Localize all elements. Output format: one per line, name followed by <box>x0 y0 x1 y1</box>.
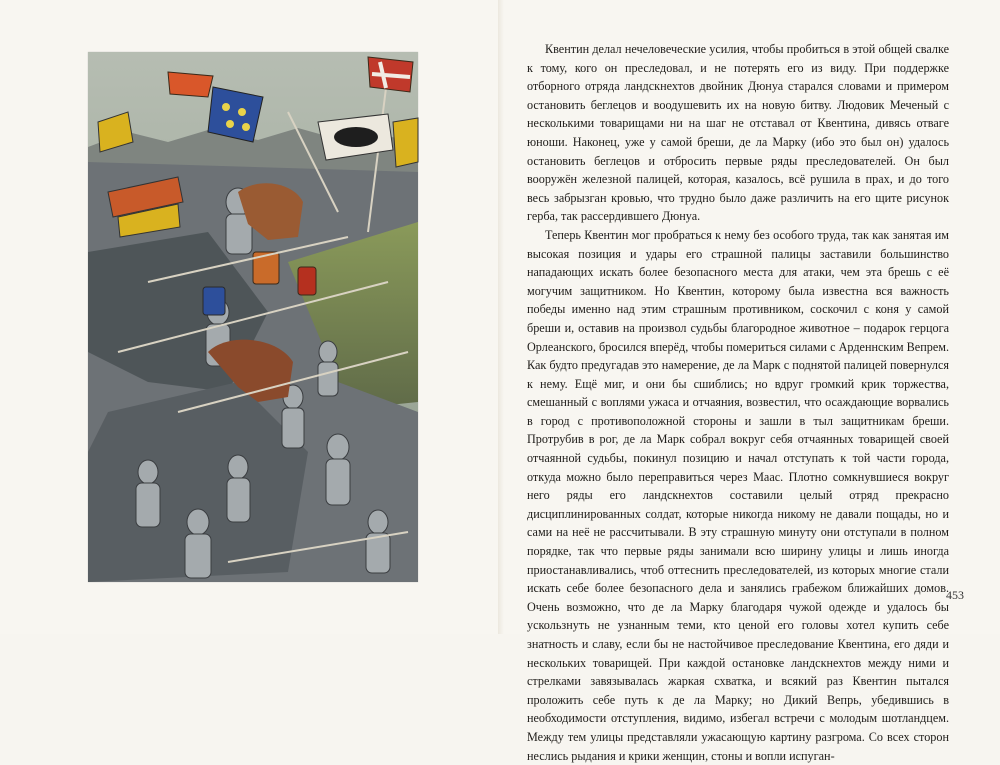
paragraph: Теперь Квентин мог пробраться к нему без особого труда, так как занятая им высокая позиция и удары его страшной палицы заставили большинство нападающих искать более безопасного места для атаки, чем эта брешь с её могучим защитником. Но Квентин, которому была известна вся важность победы именно над этим страшным противником, соскочил с коня у самой бреши и, оставив на произвол судьбы благородное животное – подарок герцога Орлеанского, бросился вперёд, чтобы помериться силами с Арденнским Вепрем. Как будто предугадав это намерение, де ла Марк с поднятой палицей повернулся к нему. Ещё миг, и они бы сшиблись; но вдруг громкий крик торжества, смешанный с воплями ужаса и отчаяния, возвестил, что осаждающие ворвались в город с противоположной стороны и зашли в тыл защитникам бреши. Протрубив в рог, де ла Марк собрал вокруг себя отчаянных товарищей своей отчаянной судьбы, покинул позицию и начал отступать к той части города, откуда можно было переправиться через Маас. Плотно сомкнувшиеся вокруг него ряды его ландскнехтов составили целый отряд прекрасно дисциплинированных солдат, которые никогда никому не давали пощады, но и сами на неё не рассчитывали. В эту страшную минуту они отступали в полном порядке, так что первые ряды занимали всю ширину улицы и лишь иногда приостанавливались, чтоб оттеснить преследователей, из которых многие стали искать себе более безопасного дела и занялись грабежом ближайших домов. Очень возможно, что де ла Марку благодаря чужой одежде и удалось бы ускользнуть не узнанным теми, кто ценой его головы хотел купить себе знатность и славу, если бы не настойчивое преследование Квентина, его дяди и нескольких товарищей. При каждой остановке ландскнехтов между ними и стрелками завязывалась жаркая схватка, и всякий раз Квентин пытался проложить себе путь к де ла Марку; но Дикий Вепрь, убедившись в необходимости отступления, видимо, избегал встречи с молодым шотландцем. Между тем улицы представляли ужасающую картину разгрома. Со всех сторон неслись рыдания и крики женщин, стоны и вопли испуган- <box>527 227 949 763</box>
book-gutter <box>498 0 504 634</box>
page-number: 453 <box>946 588 964 602</box>
paragraph: Квентин делал нечеловеческие усилия, чтобы пробиться в этой общей свалке к тому, кого он преследовал, и не потерять его из виду. При поддержке отборного отряда ландскнехтов двойник Дюнуа старался словами и примером остановить беглецов и воодушевить их на новую битву. Людовик Меченый с несколькими товарищами ни на шаг не отставал от Квентина, дивясь отваге юноши. Наконец, уже у самой бреши, де ла Марку (ибо это был он) удалось остановить беглецов и отбросить первые ряды преследователей. Он был вооружён железной палицей, которая, казалось, всё рушила в прах, и до того весь забрызган кровью, что трудно было даже различить на его щите рисунок герба, так рассердившего Дюнуа. <box>527 42 949 224</box>
battle-illustration-art <box>88 52 418 582</box>
body-text <box>527 40 949 765</box>
battle-illustration <box>88 52 418 582</box>
text-page <box>527 40 949 763</box>
